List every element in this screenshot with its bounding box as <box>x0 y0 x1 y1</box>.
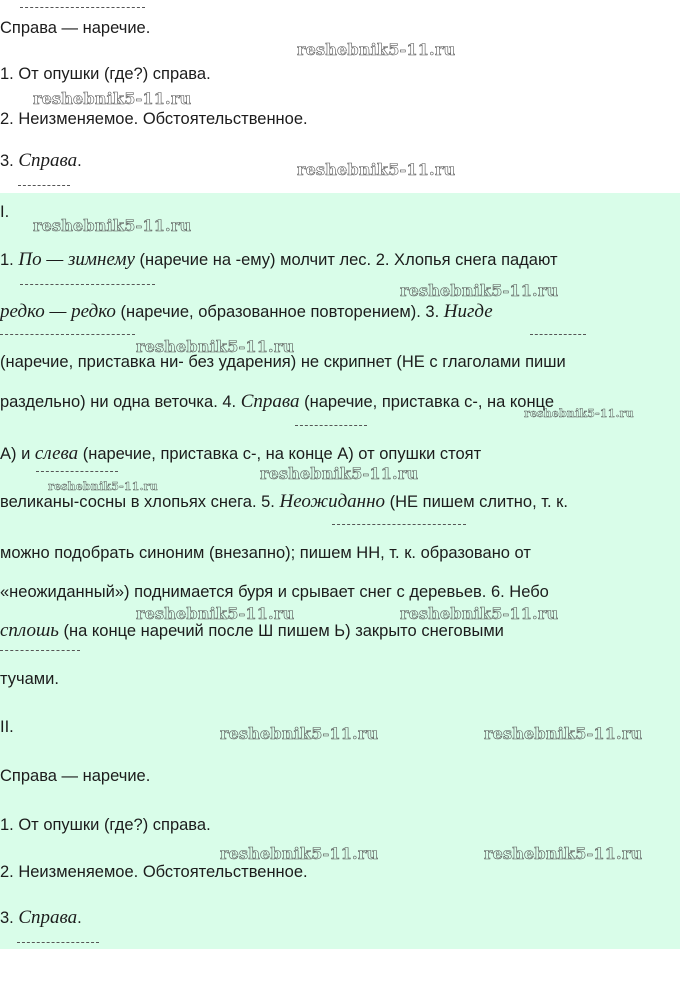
watermark: reshebnik5-11.ru <box>484 724 643 743</box>
adverb-underline <box>20 7 145 8</box>
adverb-underline <box>0 334 135 335</box>
text-line: А) и слева (наречие, приставка с-, на конце А) от опушки стоят <box>0 443 482 464</box>
watermark: reshebnik5-11.ru <box>220 724 379 743</box>
text-line: «неожиданный») поднимается буря и срывает снег с деревьев. 6. Небо <box>0 583 549 601</box>
text-line: можно подобрать синоним (внезапно); пишем НН, т. к. образовано от <box>0 544 531 562</box>
adverb-underline <box>20 284 155 285</box>
text-line: тучами. <box>0 670 59 688</box>
adverb-underline <box>18 185 70 186</box>
analysis-point-2: 2. Неизменяемое. Обстоятельственное. <box>0 110 308 128</box>
adverb-underline <box>295 425 367 426</box>
analysis-point-1: 1. От опушки (где?) справа. <box>0 816 211 834</box>
text-line: редко — редко (наречие, образованное повторением). 3. Нигде <box>0 301 493 322</box>
text-line: раздельно) ни одна веточка. 4. Справа (наречие, приставка с-, на конце <box>0 391 555 412</box>
watermark: reshebnik5-11.ru <box>48 480 158 493</box>
watermark: reshebnik5-11.ru <box>400 604 559 623</box>
answer-line: Справа — наречие. <box>0 19 151 37</box>
section-heading: I. <box>0 203 10 221</box>
adverb-underline <box>17 942 99 943</box>
watermark: reshebnik5-11.ru <box>33 216 192 235</box>
section-heading: II. <box>0 718 14 736</box>
watermark: reshebnik5-11.ru <box>297 160 456 179</box>
watermark: reshebnik5-11.ru <box>400 281 559 300</box>
watermark: reshebnik5-11.ru <box>220 844 379 863</box>
watermark: reshebnik5-11.ru <box>484 844 643 863</box>
analysis-point-2: 2. Неизменяемое. Обстоятельственное. <box>0 863 308 881</box>
watermark: reshebnik5-11.ru <box>297 40 456 59</box>
watermark: reshebnik5-11.ru <box>136 337 295 356</box>
adverb-underline <box>530 334 586 335</box>
adverb-underline <box>0 650 80 651</box>
text-line: великаны-сосны в хлопьях снега. 5. Неожиданно (НЕ пишем слитно, т. к. <box>0 491 568 512</box>
watermark: reshebnik5-11.ru <box>136 604 295 623</box>
text-line: (наречие, приставка ни- без ударения) не скрипнет (НЕ с глаголами пиши <box>0 353 566 371</box>
answer-line: Справа — наречие. <box>0 767 151 785</box>
watermark: reshebnik5-11.ru <box>524 407 634 420</box>
analysis-point-3: 3. Справа. <box>0 907 82 928</box>
analysis-point-1: 1. От опушки (где?) справа. <box>0 65 211 83</box>
text-line: сплошь (на конце наречий после Ш пишем Ь) закрыто снеговыми <box>0 620 504 641</box>
analysis-point-3: 3. Справа. <box>0 150 82 171</box>
watermark: reshebnik5-11.ru <box>33 89 192 108</box>
adverb-underline <box>332 524 466 525</box>
watermark: reshebnik5-11.ru <box>260 464 419 483</box>
adverb-underline <box>36 471 118 472</box>
text-line: 1. По — зимнему (наречие на -ему) молчит лес. 2. Хлопья снега падают <box>0 249 558 270</box>
